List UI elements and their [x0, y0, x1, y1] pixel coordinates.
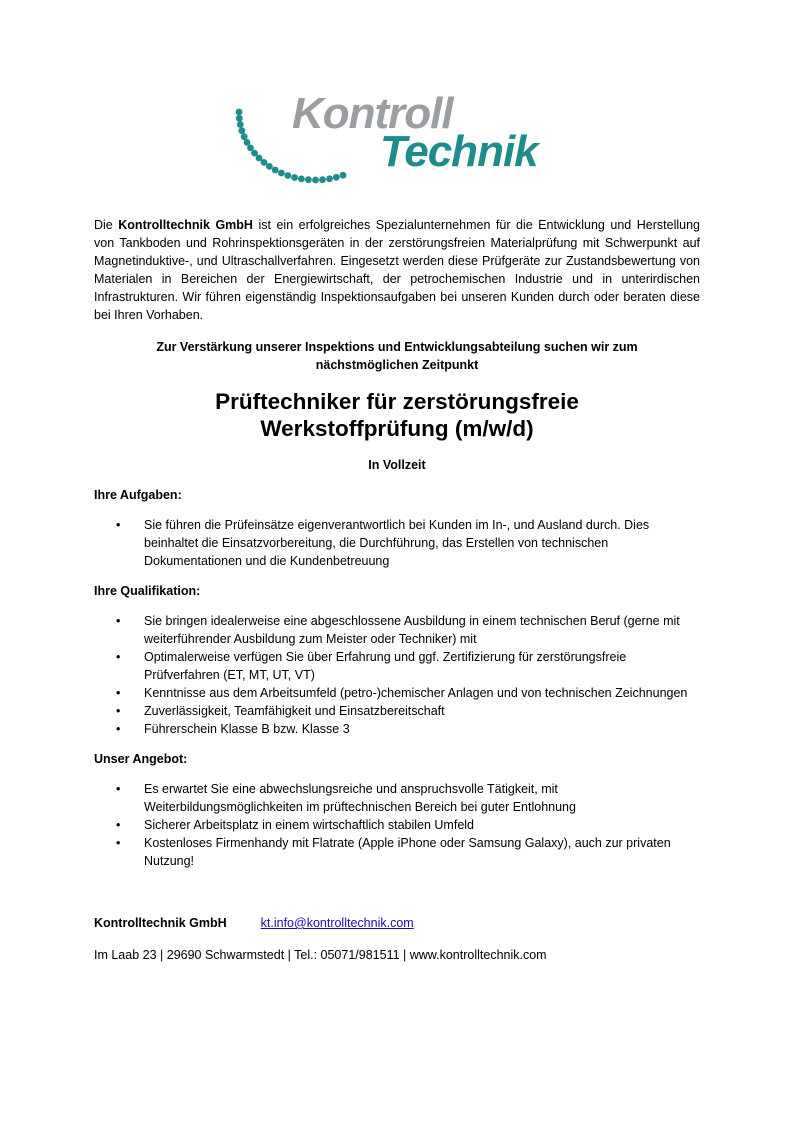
logo-dot — [237, 121, 244, 128]
intro-company-name: Kontrolltechnik GmbH — [118, 218, 253, 232]
contact-address: Im Laab 23 | 29690 Schwarmstedt | Tel.: 05071/981511 | www.kontrolltechnik.com — [94, 948, 547, 962]
intro-prefix: Die — [94, 218, 119, 232]
qualification-heading: Ihre Qualifikation: — [94, 584, 201, 598]
list-item-text: Optimalerweise verfügen Sie über Erfahrung und ggf. Zertifizierung für zerstörungsfreie Prüfverfahren (ET, MT, UT, VT) — [144, 650, 627, 682]
list-item-text: Sie bringen idealerweise eine abgeschlossene Ausbildung in einem technischen Beruf (gerne mit weiterführender Ausbildung zum Meister oder Techniker) mit — [144, 614, 680, 646]
list-item-text: Zuverlässigkeit, Teamfähigkeit und Einsatzbereitschaft — [144, 704, 445, 718]
list-item-text: Kenntnisse aus dem Arbeitsumfeld (petro-)chemischer Anlagen und von technischen Zeichnungen — [144, 686, 688, 700]
logo-dot — [305, 176, 312, 183]
logo-text-kontroll: Kontroll — [292, 89, 453, 138]
logo-dot — [333, 174, 340, 181]
bullet-icon: • — [116, 722, 121, 736]
bullet-icon: • — [116, 782, 121, 796]
intro-text: ist ein erfolgreiches Spezialunternehmen für die Entwicklung und Herstellung von Tankboden und Rohrinspektionsgeräten in der zerstörungsfreien Materialprüfung mit Schwerpunkt auf Magnetinduktive-, und Ultraschallverfahren. Eingesetzt werden diese Prüfgeräte zur Zustandsbewertung von Materialen in Bereichen der Energiewirtschaft, der petrochemischen Industrie und in unterirdischen Infrastrukturen. Wir führen eigenständig Inspektionsaufgaben bei unseren Kunden durch oder beraten diese bei Ihren Vorhaben. — [94, 218, 700, 322]
logo-text-technik: Technik — [380, 127, 538, 176]
logo-dot — [285, 172, 292, 179]
list-item — [94, 780, 700, 816]
list-item — [94, 702, 700, 720]
tasks-heading: Ihre Aufgaben: — [94, 488, 182, 502]
logo-dot — [340, 172, 347, 179]
list-item — [94, 720, 700, 738]
job-title-line-1: Prüftechniker für zerstörungsfreie — [215, 389, 579, 414]
list-item — [94, 816, 700, 834]
job-title — [94, 388, 700, 442]
list-item — [94, 648, 700, 684]
bullet-icon: • — [116, 836, 121, 850]
logo-dot — [236, 115, 243, 122]
contact-company: Kontrolltechnik GmbH — [94, 916, 227, 930]
contact-email-link[interactable]: kt.info@kontrolltechnik.com — [260, 916, 414, 930]
list-item — [94, 834, 700, 870]
bullet-icon: • — [116, 518, 121, 532]
list-item-text: Sie führen die Prüfeinsätze eigenverantwortlich bei Kunden im In-, und Ausland durch. Dies beinhaltet die Einsatzvorbereitung, die Durchführung, das Erstellen von technischen Dokumentationen und die Kundenbetreuung — [144, 518, 650, 568]
logo-dot — [319, 176, 326, 183]
bullet-icon: • — [116, 614, 121, 628]
company-logo — [220, 90, 580, 190]
bullet-icon: • — [116, 650, 121, 664]
logo-dot — [291, 174, 298, 181]
intro-paragraph — [94, 216, 700, 324]
logo-dot — [261, 159, 268, 166]
list-item — [94, 516, 700, 570]
contact-row — [94, 914, 700, 932]
logo-dot — [272, 167, 279, 174]
employment-type: In Vollzeit — [368, 458, 426, 472]
logo-dot — [278, 170, 285, 177]
logo-dot — [326, 175, 333, 182]
list-item-text: Es erwartet Sie eine abwechslungsreiche und anspruchsvolle Tätigkeit, mit Weiterbildungsmöglichkeiten im prüftechnischen Bereich bei guter Entlohnung — [144, 782, 576, 814]
logo-dot — [298, 176, 305, 183]
logo-dot — [236, 109, 243, 116]
list-item-text: Führerschein Klasse B bzw. Klasse 3 — [144, 722, 350, 736]
logo-dot — [312, 177, 319, 184]
bullet-icon: • — [116, 818, 121, 832]
logo-dot — [266, 163, 273, 170]
logo-dot — [239, 127, 246, 134]
list-item — [94, 684, 700, 702]
offer-heading: Unser Angebot: — [94, 752, 188, 766]
qualification-list — [94, 612, 700, 738]
tasks-list — [94, 516, 700, 570]
list-item-text: Sicherer Arbeitsplatz in einem wirtschaftlich stabilen Umfeld — [144, 818, 474, 832]
bullet-icon: • — [116, 686, 121, 700]
list-item-text: Kostenloses Firmenhandy mit Flatrate (Apple iPhone oder Samsung Galaxy), auch zur privaten Nutzung! — [144, 836, 671, 868]
list-item — [94, 612, 700, 648]
offer-list — [94, 780, 700, 870]
job-posting — [94, 216, 700, 964]
search-line: Zur Verstärkung unserer Inspektions und Entwicklungsabteilung suchen wir zum nächstmöglichen Zeitpunkt — [156, 340, 638, 372]
job-title-line-2: Werkstoffprüfung (m/w/d) — [260, 416, 534, 441]
bullet-icon: • — [116, 704, 121, 718]
